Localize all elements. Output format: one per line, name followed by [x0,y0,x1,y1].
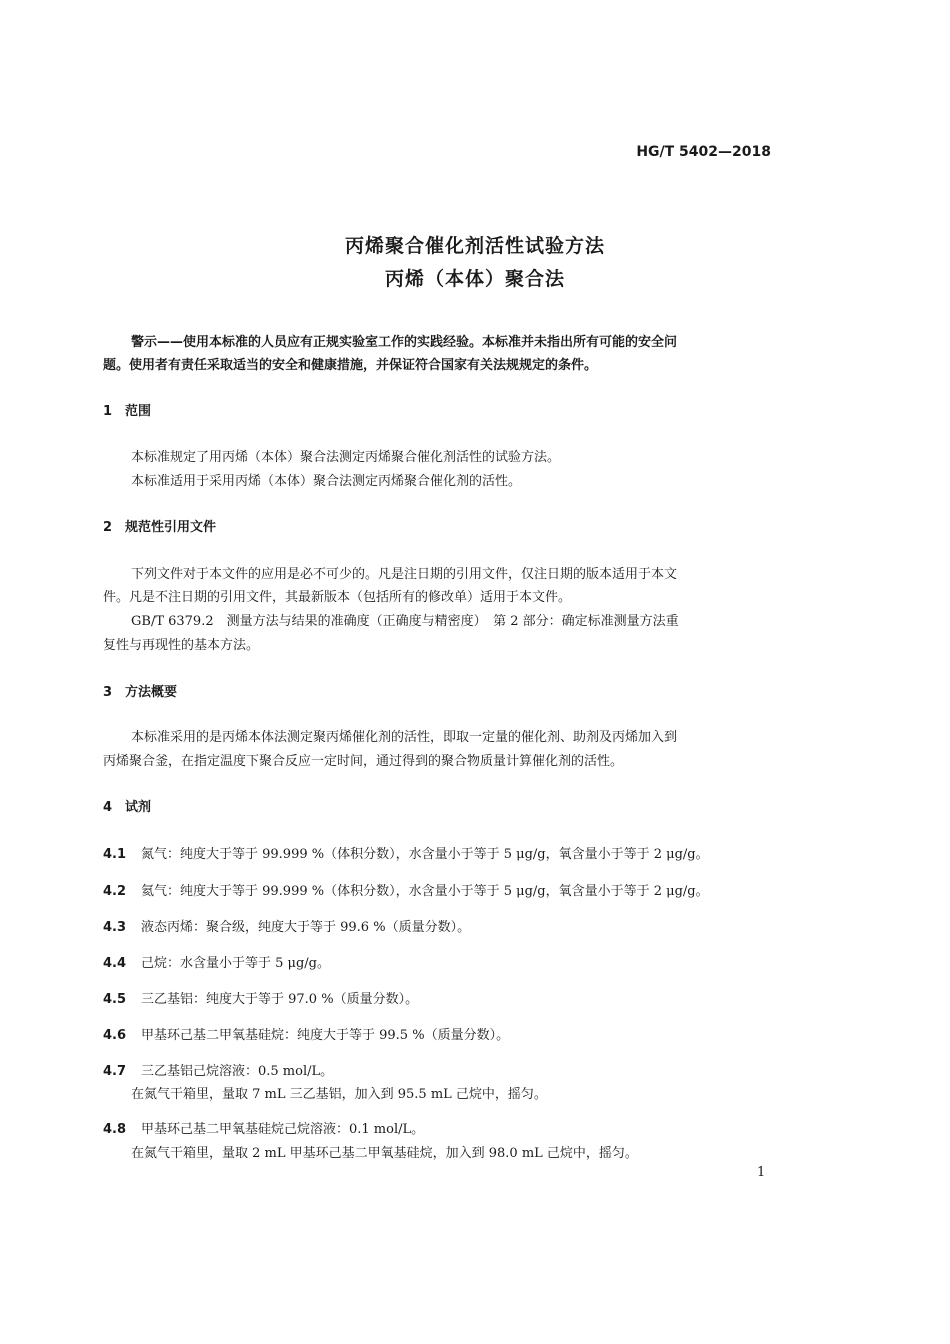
section-4-heading [103,796,151,815]
item-text: 三乙基铝己烷溶液：0.5 mol/L。 [141,1064,334,1079]
item-number: 4.1 [103,847,127,862]
section-number: 2 [103,520,113,535]
item-number: 4.2 [103,884,127,899]
warning-line-2: 题。使用者有责任采取适当的安全和健康措施，并保证符合国家有关法规规定的条件。 [103,358,598,373]
section-3-heading [103,681,177,700]
section-number: 3 [103,685,113,700]
section-1-para-1: 本标准规定了用丙烯（本体）聚合法测定丙烯聚合催化剂活性的试验方法。 [131,450,561,465]
reagent-item [103,916,470,935]
item-text: 己烷：水含量小于等于 5 μg/g。 [141,956,331,971]
section-2-reference-line-2: 复性与再现性的基本方法。 [103,638,260,653]
item-number: 4.8 [103,1122,127,1137]
section-2-reference-line-1: GB/T 6379.2 测量方法与结果的准确度（正确度与精密度） 第 2 部分：确定标准测量方法重 [131,614,679,629]
item-text: 液态丙烯：聚合级，纯度大于等于 99.6 %（质量分数）。 [141,920,471,935]
item-number: 4.6 [103,1028,127,1043]
section-number: 1 [103,404,113,419]
warning-line-1: 警示——使用本标准的人员应有正规实验室工作的实践经验。本标准并未指出所有可能的安全问 [131,335,678,350]
reagent-item [103,1024,509,1043]
section-title: 规范性引用文件 [125,520,217,535]
item-number: 4.4 [103,956,127,971]
item-number: 4.3 [103,920,127,935]
section-2-heading [103,516,216,535]
reagent-item [103,880,709,899]
document-title: 丙烯聚合催化剂活性试验方法 [344,235,605,257]
section-1-heading [103,400,151,419]
section-3-para-line-1: 本标准采用的是丙烯本体法测定聚丙烯催化剂的活性，即取一定量的催化剂、助剂及丙烯加入到 [131,730,678,745]
section-3-para-line-2: 丙烯聚合釜，在指定温度下聚合反应一定时间，通过得到的聚合物质量计算催化剂的活性。 [103,754,624,769]
item-text: 氦气：纯度大于等于 99.999 %（体积分数），水含量小于等于 5 μg/g，氧含量小于等于 2 μg/g。 [141,884,709,899]
item-text: 甲基环己基二甲氧基硅烷己烷溶液：0.1 mol/L。 [141,1122,425,1137]
reagent-item-detail: 在氮气干箱里，量取 2 mL 甲基环己基二甲氧基硅烷，加入到 98.0 mL 己烷中，摇匀。 [131,1146,638,1161]
section-2-para-line-2: 件。凡是不注日期的引用文件，其最新版本（包括所有的修改单）适用于本文件。 [103,590,572,605]
item-text: 甲基环己基二甲氧基硅烷：纯度大于等于 99.5 %（质量分数）。 [141,1028,510,1043]
reagent-item [103,843,709,862]
reagent-item [103,988,418,1007]
section-title: 范围 [125,404,152,419]
reagent-item [103,1118,424,1137]
reagent-item [103,952,330,971]
item-text: 氮气：纯度大于等于 99.999 %（体积分数），水含量小于等于 5 μg/g，氧含量小于等于 2 μg/g。 [141,847,709,862]
section-1-para-2: 本标准适用于采用丙烯（本体）聚合法测定丙烯聚合催化剂的活性。 [131,474,522,489]
item-text: 三乙基铝：纯度大于等于 97.0 %（质量分数）。 [141,992,419,1007]
section-2-para-line-1: 下列文件对于本文件的应用是必不可少的。凡是注日期的引用文件，仅注日期的版本适用于本文 [131,567,678,582]
page-number: 1 [757,1165,766,1180]
reagent-item [103,1060,333,1079]
section-number: 4 [103,800,113,815]
standard-code: HG/T 5402—2018 [636,144,771,160]
section-title: 方法概要 [125,685,178,700]
item-number: 4.7 [103,1064,127,1079]
item-number: 4.5 [103,992,127,1007]
document-subtitle: 丙烯（本体）聚合法 [384,268,565,290]
section-title: 试剂 [125,800,152,815]
reagent-item-detail: 在氮气干箱里，量取 7 mL 三乙基铝，加入到 95.5 mL 己烷中，摇匀。 [131,1087,547,1102]
